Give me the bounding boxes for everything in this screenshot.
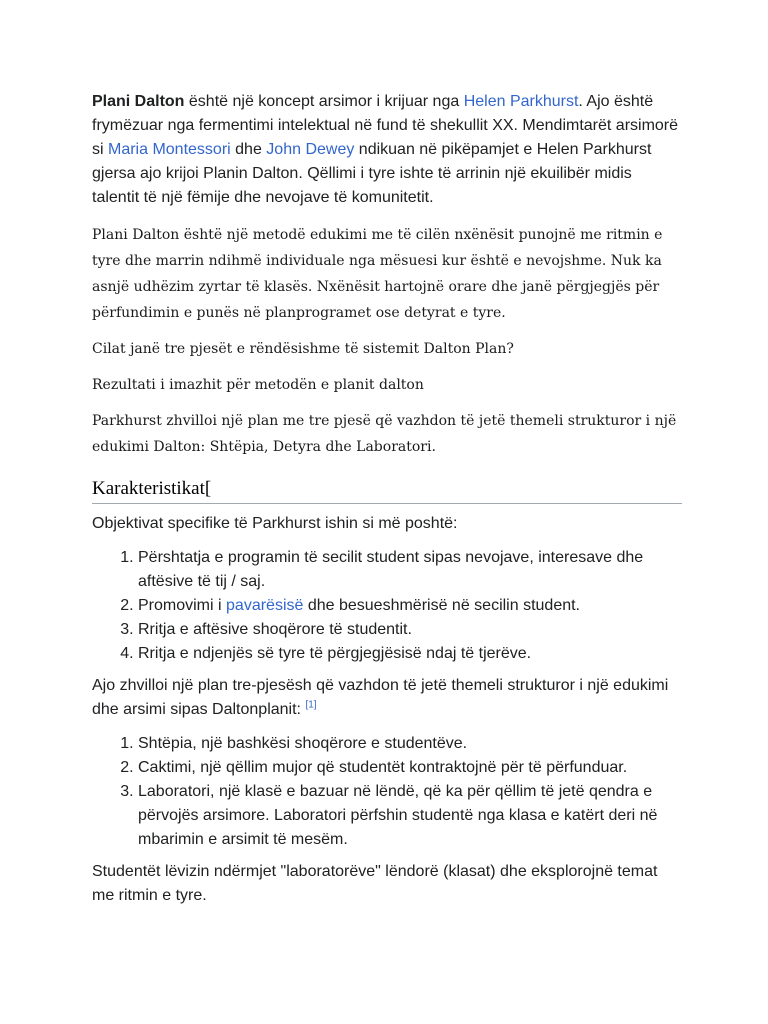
link-john-dewey[interactable]: John Dewey — [266, 141, 355, 158]
plan-intro: Ajo zhvilloi një plan tre-pjesësh që vazhdon të jetë themeli strukturor i një edukimi dhe arsimi sipas Daltonplanit: [1] — [92, 677, 669, 718]
section-heading-text: Karakteristikat — [92, 478, 205, 499]
list-item: 4. Rritja e ndjenjës së tyre të përgjegjësisë ndaj të tjerëve. — [138, 642, 682, 666]
list-item: 2. Caktimi, një qëllim mujor që studentët kontraktojnë për të përfunduar. — [138, 756, 682, 780]
document-page — [92, 90, 682, 908]
objectives-list — [92, 546, 682, 666]
list-item: 3. Laboratori, një klasë e bazuar në lëndë, që ka për qëllim të jetë qendra e përvojës arsimore. Laboratori përfshin studentë nga klasa e katërt deri në mbarimin e arsimit të mesëm. — [138, 780, 682, 852]
link-maria-montessori[interactable]: Maria Montessori — [108, 141, 231, 158]
image-result-paragraph: Rezultati i imazhit për metodën e planit dalton — [92, 377, 424, 393]
link-helen-parkhurst[interactable]: Helen Parkhurst — [463, 93, 579, 110]
plan-list — [92, 732, 682, 852]
list-item: 2. Promovimi i pavarësisë dhe besueshmërisë në secilin student. — [138, 594, 682, 618]
link-pavaresise[interactable]: pavarësisë — [226, 597, 304, 614]
list-item: 1. Shtëpia, një bashkësi shoqërore e studentëve. — [138, 732, 682, 756]
term-plani-dalton: Plani Dalton — [92, 93, 185, 110]
reference-link[interactable]: [1] — [305, 699, 317, 711]
method-paragraph: Plani Dalton është një metodë edukimi me të cilën nxënësit punojnë me ritmin e tyre dhe marrin ndihmë individuale nga mësuesi kur është e nevojshme. Nuk ka asnjë udhëzim zyrtar të klasës. Nxënësit hartojnë orare dhe janë përgjegjës për përfundimin e punës në planprogramet ose detyrat e tyre. — [92, 227, 663, 321]
list-item: 1. Përshtatja e programin të secilit student sipas nevojave, interesave dhe aftësive të tij / saj. — [138, 546, 682, 594]
objectives-intro: Objektivat specifike të Parkhurst ishin si më poshtë: — [92, 515, 458, 532]
intro-paragraph: Plani Dalton është një koncept arsimor i krijuar nga Helen Parkhurst. Ajo është frymëzuar nga fermentimi intelektual në fund të shekullit XX. Mendimtarët arsimorë si Maria Montessori dhe John Dewey ndikuan në pikëpamjet e Helen Parkhurst gjersa ajo krijoi Planin Dalton. Qëllimi i tyre ishte të arrinin një ekuilibër midis talentit të një fëmije dhe nevojave të komunitetit. — [92, 93, 679, 206]
closing-paragraph: Studentët lëvizin ndërmjet "laboratorëve" lëndorë (klasat) dhe eksplorojnë temat me ritmin e tyre. — [92, 863, 658, 904]
section-heading — [92, 476, 682, 504]
three-parts-paragraph: Parkhurst zhvilloi një plan me tre pjesë që vazhdon të jetë themeli strukturor i një edukimi Dalton: Shtëpia, Detyra dhe Laboratori. — [92, 413, 677, 455]
list-item: 3. Rritja e aftësive shoqërore të studentit. — [138, 618, 682, 642]
section-heading-bracket: [ — [204, 478, 211, 499]
reference-superscript — [305, 700, 316, 711]
question-paragraph: Cilat janë tre pjesët e rëndësishme të sistemit Dalton Plan? — [92, 341, 514, 357]
